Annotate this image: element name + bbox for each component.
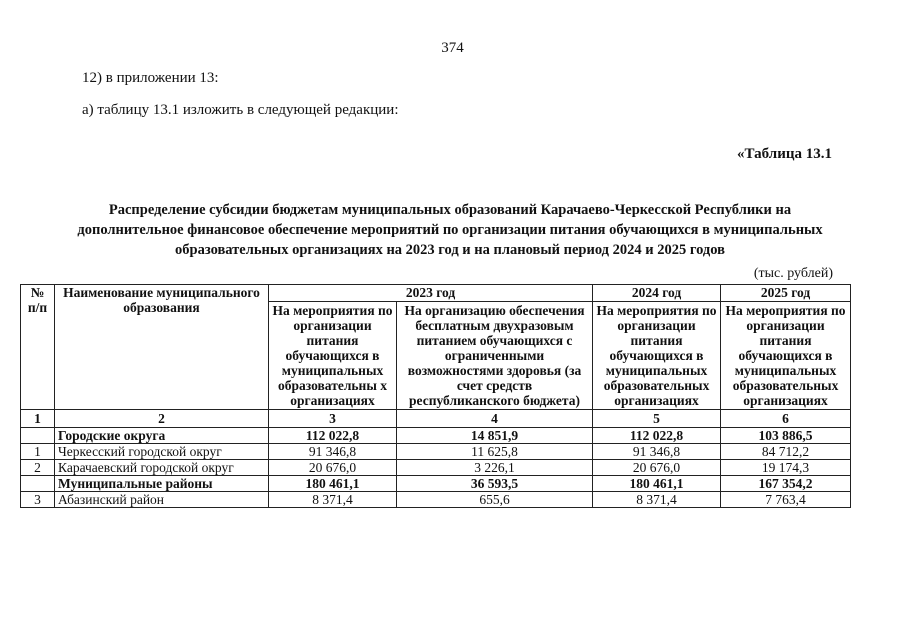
units-label: (тыс. рублей)	[753, 266, 833, 281]
table-row-urban-districts-total	[21, 428, 851, 444]
table-row-municipal-districts-total	[21, 476, 851, 492]
table-title-line-3: образовательных организациях на 2023 год и на плановый период 2024 и 2025 годов	[175, 242, 725, 258]
header-col-3: На мероприятия по организации питания обучающихся в муниципальных образовательны х организациях	[269, 302, 397, 410]
column-number: 3	[269, 410, 397, 428]
row-name: Черкесский городской округ	[55, 444, 269, 460]
table-row	[21, 460, 851, 476]
row-num	[21, 476, 55, 492]
table-title-line-1: Распределение субсидии бюджетам муниципальных образований Карачаево-Черкесской Республики на	[108, 202, 792, 218]
header-col-6: На мероприятия по организации питания обучающихся в муниципальных образовательных организациях	[721, 302, 851, 410]
row-num	[21, 428, 55, 444]
row-value-col3: 8 371,4	[269, 492, 397, 508]
row-value-col5: 91 346,8	[593, 444, 721, 460]
row-value-col3: 112 022,8	[269, 428, 397, 444]
column-number: 5	[593, 410, 721, 428]
table-row	[21, 492, 851, 508]
table-caption: «Таблица 13.1	[737, 146, 832, 162]
row-name: Карачаевский городской округ	[55, 460, 269, 476]
row-value-col5: 112 022,8	[593, 428, 721, 444]
row-num: 1	[21, 444, 55, 460]
row-name: Абазинский район	[55, 492, 269, 508]
column-number: 4	[397, 410, 593, 428]
row-num: 2	[21, 460, 55, 476]
row-value-col4: 36 593,5	[397, 476, 593, 492]
row-value-col4: 11 625,8	[397, 444, 593, 460]
row-value-col5: 180 461,1	[593, 476, 721, 492]
header-year-2023: 2023 год	[269, 285, 593, 302]
row-value-col5: 20 676,0	[593, 460, 721, 476]
row-value-col3: 20 676,0	[269, 460, 397, 476]
subsidy-table	[20, 284, 851, 508]
row-name: Городские округа	[55, 428, 269, 444]
row-value-col6: 7 763,4	[721, 492, 851, 508]
row-name: Муниципальные районы	[55, 476, 269, 492]
row-value-col4: 14 851,9	[397, 428, 593, 444]
row-value-col5: 8 371,4	[593, 492, 721, 508]
column-number: 1	[21, 410, 55, 428]
row-value-col4: 3 226,1	[397, 460, 593, 476]
intro-line-2: а) таблицу 13.1 изложить в следующей редакции:	[82, 102, 399, 118]
row-value-col3: 91 346,8	[269, 444, 397, 460]
header-col-5: На мероприятия по организации питания обучающихся в муниципальных образовательных организациях	[593, 302, 721, 410]
intro-line-1: 12) в приложении 13:	[82, 70, 219, 86]
column-number: 2	[55, 410, 269, 428]
column-number: 6	[721, 410, 851, 428]
row-value-col6: 19 174,3	[721, 460, 851, 476]
table-title-line-2: дополнительное финансовое обеспечение мероприятий по организации питания обучающихся в муниципальных	[77, 222, 823, 238]
row-value-col4: 655,6	[397, 492, 593, 508]
row-value-col6: 167 354,2	[721, 476, 851, 492]
header-year-2025: 2025 год	[721, 285, 851, 302]
row-value-col3: 180 461,1	[269, 476, 397, 492]
row-value-col6: 103 886,5	[721, 428, 851, 444]
header-name: Наименование муниципального образования	[55, 285, 269, 410]
row-num: 3	[21, 492, 55, 508]
header-year-2024: 2024 год	[593, 285, 721, 302]
table-title	[40, 200, 860, 260]
row-value-col6: 84 712,2	[721, 444, 851, 460]
page-number: 374	[441, 40, 464, 56]
header-col-4: На организацию обеспечения бесплатным двухразовым питанием обучающихся с ограниченными возможностями здоровья (за счет средств республиканского бюджета)	[397, 302, 593, 410]
column-number-row	[21, 410, 851, 428]
header-num: № п/п	[21, 285, 55, 410]
table-row	[21, 444, 851, 460]
